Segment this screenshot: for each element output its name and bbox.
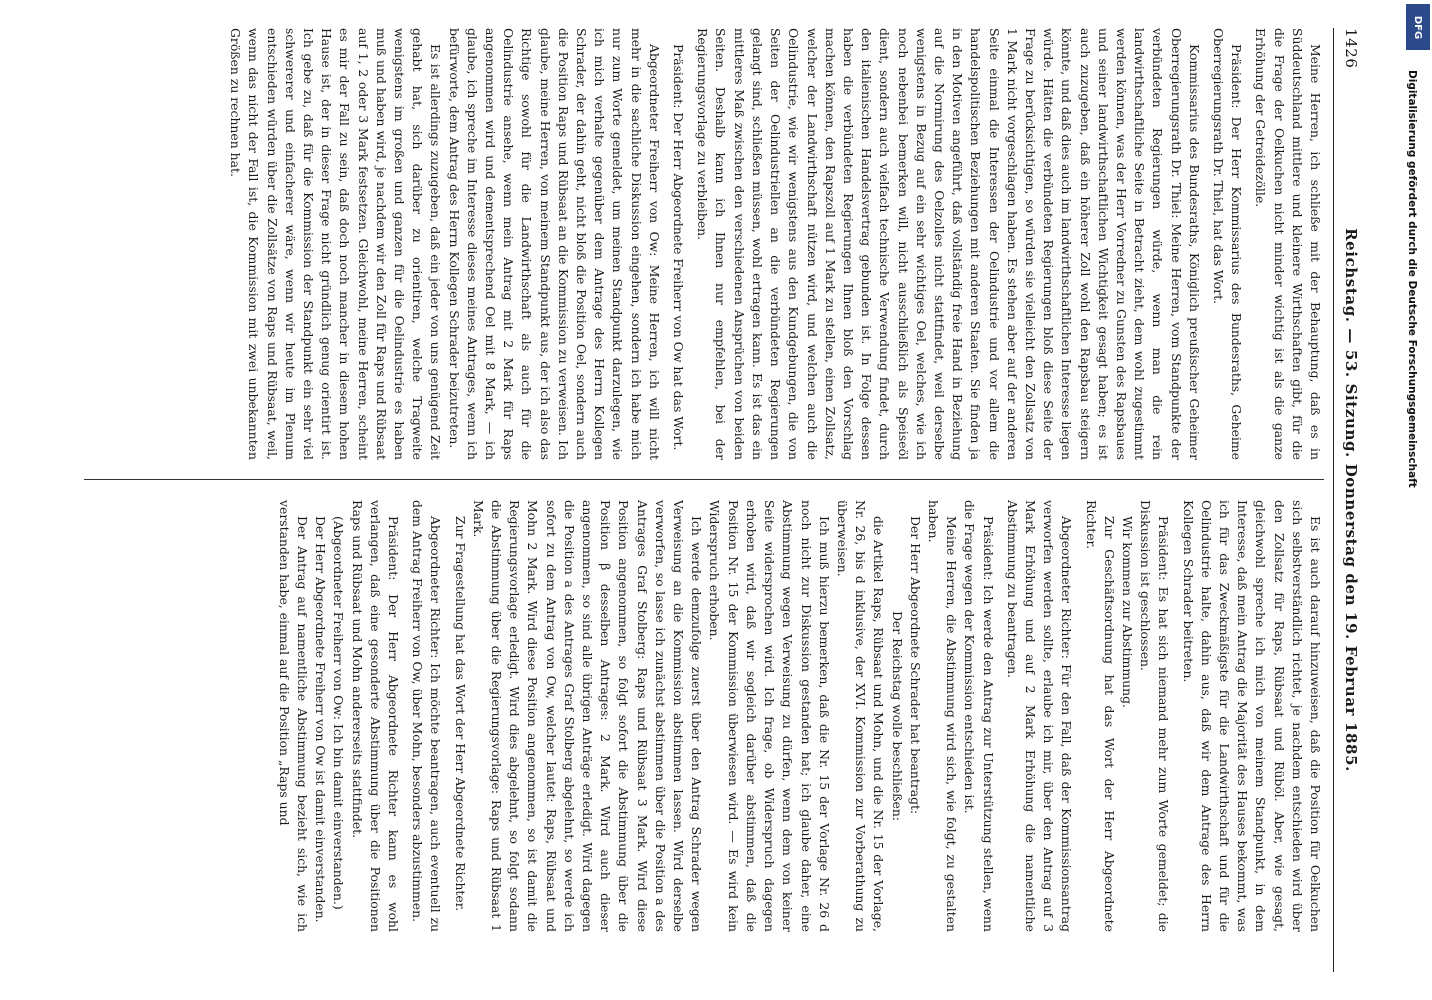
paragraph: die Artikel Raps, Rübsaat und Mohn, und die Nr. 15 der Vorlage, Nr. 26, bis d inklusive, der XVI. Kommission zur Vorberathung zu überweisen. [834, 500, 887, 932]
right-column [74, 500, 1324, 932]
paragraph: Der Herr Abgeordnete Freiherr von Ow ist damit einverstanden. [313, 516, 329, 923]
page-number: 1426 [1342, 28, 1360, 69]
paragraph: Zur Fragestellung hat das Wort der Herr Abgeordnete Richter. [452, 516, 468, 912]
digitization-sidebar [1404, 0, 1432, 1000]
paragraph: Abgeordneter Richter: Für den Fall, daß der Kommissionsantrag verworfen werden sollte, erlaube ich mir, über den Antrag auf 3 Mark Erhöhung und auf 2 Mark Erhöhung die namentliche Abstimmung zu beantragen. [1004, 500, 1075, 932]
paragraph: Präsident: Der Herr Abgeordnete Freiherr von Ow hat das Wort. [671, 44, 687, 451]
paragraph: Der Reichstag wolle beschließen: [889, 610, 905, 822]
paragraph: (Abgeordneter Freiherr von Ow: Ich bin damit einverstanden.) [331, 516, 347, 910]
running-title: Reichstag. — 53. Sitzung. Donnerstag den 19. Februar 1885. [1342, 228, 1360, 772]
paragraph: Es ist allerdings zuzugeben, daß ein jeder von uns genügend Zeit gehabt hat, sich darüber zu orientiren, welche Tragweite wenigstens im großen und ganzen für die Oelindustrie es haben muß und haben wird, je nachdem wir den Zoll für Raps und Rübsaat auf 1, 2 oder 3 Mark festsetzen. Gleichwohl, meine Herren, scheint es mir der Fall zu sein, daß doch noch mancher in diesem hohen Hause ist, der in dieser Frage nicht gründlich genug orientirt ist. Ich gebe zu, daß für die Kommission der Standpunkt ein sehr viel schwererer und einfacherer wäre, wenn wir heute im Plenum entschieden würden über die Zollsätze von Raps und Rübsaat, weil, wenn das nicht der Fall ist, die Kommission mit zwei unbekannten Größen zu rechnen hat. [228, 28, 444, 460]
paragraph: Meine Herren, ich schließe mit der Behauptung, daß es in Süddeutschland mittlere und kleinere Wirthschaften gibt, für die die Frage der Oelkuchen nicht minder wichtig ist als die ganze Erhöhung der Getreidezölle. [1253, 28, 1323, 460]
paragraph: Der Herr Abgeordnete Schrader hat beantragt: [907, 516, 923, 815]
paragraph: Der Antrag auf namentliche Abstimmung bezieht sich, wie ich verstanden habe, einmal auf die Position „Raps und [276, 500, 311, 932]
paragraph: Meine Herren, die Abstimmung wird sich, wie folgt, zu gestalten haben. [925, 500, 960, 932]
paragraph: Präsident: Ich werde den Antrag zur Unterstützung stellen, wenn die Frage wegen der Kommission entschieden ist. [962, 500, 996, 932]
paragraph: Präsident: Der Herr Abgeordnete Richter kann es wohl verlangen, daß eine gesonderte Abstimmung über die Positionen Raps und Rübsaat und Mohn andererseits stattfindet. [349, 500, 402, 932]
paragraph: Kommissarius des Bundesraths, Königlich preußischer Geheimer Oberregierungsrath Dr. Thiel: Meine Herren, vom Standpunkte der verbündeten Regierungen würde, wenn man die rein landwirthschaftliche Seite in Betracht zieht, dem wohl zugestimmt werden können, was der Herr Vorredner zu Gunsten des Rapsbaues und seiner landwirthschaftlichen Wichtigkeit gesagt haben; es ist auch zuzugeben, daß ein höherer Zoll wohl den Rapsbau steigern könnte, und daß dies auch im landwirthschaftlichen Interesse liegen würde. Hätten die verbündeten Regierungen bloß diese Seite der Frage zu berücksichtigen, so würden sie vielleicht den Zollsatz von 1 Mark nicht vorgeschlagen haben. Es stehen aber auf der anderen Seite einmal die Interessen der Oelindustrie und vor allem die handelspolitischen Beziehungen mit anderen Staaten. Sie finden ja in den Motiven angeführt, daß vollständig freie Hand in Beziehung auf die Normirung des Oelzolles nicht stattfindet, weil derselbe wenigstens in Bezug auf ein sehr wichtiges Oel, welches, wie ich noch nebenbei bemerken will, nicht ausschließlich als Speiseöl dient, sondern auch vielfach technische Verwendung findet, durch den italienischen Handelsvertrag gebunden ist. In Folge dessen haben die verbündeten Regierungen Ihnen bloß den Vorschlag machen können, den Rapszoll auf 1 Mark zu stellen, einen Zollsatz, welcher der Landwirthschaft nützen wird, und welchen auch die Oelindustrie, wie wir wenigstens aus den Kundgebungen, die von Seiten der Oelindustriellen an die verbündeten Regierungen gelangt sind, schließen müssen, wohl ertragen kann. Es ist das ein mittleres Maß zwischen den verschiedenen Ansprüchen von beiden Seiten. Deshalb kann ich Ihnen nur empfehlen, bei der Regierungsvorlage zu verbleiben. [695, 28, 1202, 460]
paragraph: Präsident: Es hat sich niemand mehr zum Worte gemeldet; die Diskussion ist geschlossen. [1138, 500, 1172, 932]
page-header [1330, 28, 1366, 972]
paragraph: Ich muß hierzu bemerken, daß die Nr. 15 der Vorlage Nr. 26 d noch nicht zur Diskussion gestanden hat; ich glaube daher, eine Abstimmung wegen Verweisung zu dürfen, wenn dem von keiner Seite widersprochen wird. Ich frage, ob Widerspruch dagegen erhoben wird, daß wir sogleich darüber abstimmen, daß die Position Nr. 15 der Kommission überwiesen wird. — Es wird kein Widerspruch erhoben. [707, 500, 832, 932]
paragraph: Abgeordneter Freiherr von Ow: Meine Herren, ich will nicht mehr in die sachliche Diskussion eingehen, sondern ich habe mich nur zum Worte gemeldet, um meinen Standpunkt darzulegen, wie ich mich verhalte gegenüber dem Antrage des Herrn Kollegen Schrader, der dahin geht, nicht bloß die Position Oel, sondern auch die Position Raps und Rübsaat an die Kommission zu verweisen. Ich glaube, meine Herren, von meinem Standpunkt aus, der ich also das Richtige sowohl für die Landwirthschaft als auch für die Oelindustrie ansehe, wenn mein Antrag mit 2 Mark für Raps angenommen wird und dementsprechend Oel mit 8 Mark, — ich glaube, ich spreche im Interesse dieses meines Antrages, wenn ich befürworte, dem Antrag des Herrn Kollegen Schrader beizutreten. [446, 28, 662, 460]
paragraph: Wir kommen zur Abstimmung. [1119, 516, 1135, 708]
paragraph: Präsident: Der Herr Kommissarius des Bundesraths, Geheime Oberregierungsrath Dr. Thiel, hat das Wort. [1210, 28, 1245, 460]
paragraph: Abgeordneter Richter: Ich möchte beantragen, auch eventuell zu dem Antrag Freiherr von Ow, über Mohn, besonders abzustimmen. [410, 500, 444, 932]
paragraph: Es ist auch darauf hinzuweisen, daß die Position für Oelkuchen sich selbstverständlich richtet, je nachdem entschieden wird über den Zollsatz für Raps, Rübsaat und Rüböl. Aber, wie gesagt, gleichwohl spreche ich mich von meinem Standpunkt, in dem Interesse, daß mein Antrag die Majorität des Hauses bekommt, was ich für das Zweckmäßigste für die Landwirthschaft und für die Oelindustrie halte, dahin aus, daß wir dem Antrage des Herrn Kollegen Schrader beitreten. [1180, 500, 1323, 932]
digitization-credit: Digitalisierung gefördert durch die Deutsche Forschungsgemeinschaft [1406, 70, 1418, 488]
dfg-logo-text: DFG [1412, 15, 1424, 39]
column-divider [84, 479, 1324, 480]
paragraph: Zur Geschäftsordnung hat das Wort der Herr Abgeordnete Richter. [1083, 500, 1117, 932]
paragraph: Ich werde demzufolge zuerst über den Antrag Schrader wegen Verweisung an die Kommission abstimmen lassen. Wird derselbe verworfen, so lasse ich zunächst abstimmen über die Position a des Antrages Graf Stolberg: Raps und Rübsaat 3 Mark. Wird diese Position angenommen, so folgt sofort die Abstimmung über die Position β desselben Antrages: 2 Mark. Wird auch dieser angenommen, so sind alle übrigen Anträge erledigt. Wird dagegen die Position a des Antrages Graf Stolberg abgelehnt, so werde ich sofort zu dem Antrag von Ow, welcher lautet: Raps, Rübsaat und Mohn 2 Mark. Wird diese Position angenommen, so ist damit die Regierungsvorlage erledigt. Wird dies abgelehnt, so folgt sodann die Abstimmung über die Regierungsvorlage: Raps und Rübsaat 1 Mark. [470, 500, 705, 932]
left-column [74, 28, 1324, 460]
dfg-logo [1406, 4, 1430, 50]
header-rule [1333, 28, 1334, 972]
rotated-document-page [10, 0, 1390, 1000]
